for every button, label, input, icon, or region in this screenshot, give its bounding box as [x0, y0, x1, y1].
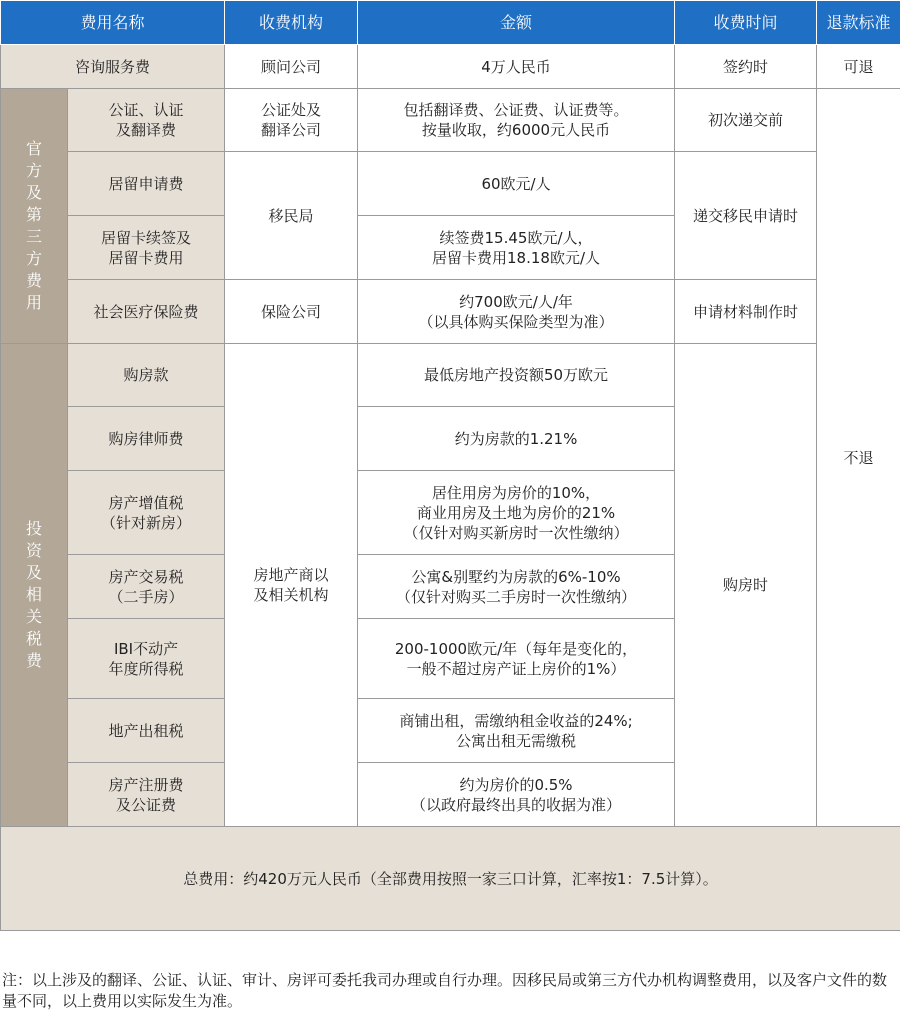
renewal-fee-name: 居留卡续签及 居留卡费用 [68, 216, 225, 280]
residence-time: 递交移民申请时 [675, 152, 817, 280]
invest-amount: 约为房价的0.5% （以政府最终出具的收据为准） [358, 763, 675, 827]
invest-amount: 约为房款的1.21% [358, 407, 675, 471]
invest-group-label [1, 344, 68, 827]
insurance-fee-name: 社会医疗保险费 [68, 280, 225, 344]
total-summary: 总费用：约420万元人民币（全部费用按照一家三口计算，汇率按1：7.5计算）。 [1, 827, 900, 931]
invest-fee-name: 购房款 [68, 344, 225, 407]
footnote: 注：以上涉及的翻译、公证、认证、审计、房评可委托我司办理或自行办理。因移民局或第三方代办机构调整费用，以及客户文件的数量不同，以上费用以实际发生为准。 [2, 971, 888, 1010]
consult-amount: 4万人民币 [358, 45, 675, 89]
residence-amount: 60欧元/人 [358, 152, 675, 216]
invest-amount: 200-1000欧元/年（每年是变化的， 一般不超过房产证上房价的1%） [358, 619, 675, 699]
no-refund-cell: 不退 [817, 89, 900, 827]
invest-amount: 最低房地产投资额50万欧元 [358, 344, 675, 407]
table-header-row [1, 1, 900, 45]
consult-fee-name: 咨询服务费 [1, 45, 225, 89]
invest-fee-name: 房产增值税 （针对新房） [68, 471, 225, 555]
header-refund: 退款标准 [817, 1, 900, 45]
notary-fee-name: 公证、认证 及翻译费 [68, 89, 225, 152]
invest-fee-name: 房产交易税 （二手房） [68, 555, 225, 619]
header-fee-name: 费用名称 [1, 1, 225, 45]
invest-fee-name: 地产出租税 [68, 699, 225, 763]
insurance-time: 申请材料制作时 [675, 280, 817, 344]
official-group-label-text: 官方及第三方费用 [25, 139, 42, 312]
residence-fee-name: 居留申请费 [68, 152, 225, 216]
notary-time: 初次递交前 [675, 89, 817, 152]
notary-amount: 包括翻译费、公证费、认证费等。 按量收取，约6000元人民币 [358, 89, 675, 152]
table-row-insurance [1, 280, 900, 344]
consult-time: 签约时 [675, 45, 817, 89]
residence-agency: 移民局 [225, 152, 358, 280]
renewal-amount: 续签费15.45欧元/人， 居留卡费用18.18欧元/人 [358, 216, 675, 280]
invest-fee-name: 房产注册费 及公证费 [68, 763, 225, 827]
invest-fee-name: 购房律师费 [68, 407, 225, 471]
invest-agency: 房地产商以 及相关机构 [225, 344, 358, 827]
table-row-total [1, 827, 900, 931]
invest-fee-name: IBI不动产 年度所得税 [68, 619, 225, 699]
consult-refund: 可退 [817, 45, 900, 89]
table-row-consult [1, 45, 900, 89]
insurance-amount: 约700欧元/人/年 （以具体购买保险类型为准） [358, 280, 675, 344]
insurance-agency: 保险公司 [225, 280, 358, 344]
table-row-residence [1, 152, 900, 216]
invest-group-label-text: 投资及相关税费 [25, 519, 42, 670]
invest-amount: 商铺出租，需缴纳租金收益的24%; 公寓出租无需缴税 [358, 699, 675, 763]
header-amount: 金额 [358, 1, 675, 45]
table-row-notary [1, 89, 900, 152]
header-agency: 收费机构 [225, 1, 358, 45]
invest-amount: 居住用房为房价的10%， 商业用房及土地为房价的21% （仅针对购买新房时一次性缴纳） [358, 471, 675, 555]
consult-agency: 顾问公司 [225, 45, 358, 89]
invest-amount: 公寓&别墅约为房款的6%-10% （仅针对购买二手房时一次性缴纳） [358, 555, 675, 619]
header-time: 收费时间 [675, 1, 817, 45]
notary-agency: 公证处及 翻译公司 [225, 89, 358, 152]
official-group-label [1, 89, 68, 344]
table-row-invest-0 [1, 344, 900, 407]
invest-time: 购房时 [675, 344, 817, 827]
